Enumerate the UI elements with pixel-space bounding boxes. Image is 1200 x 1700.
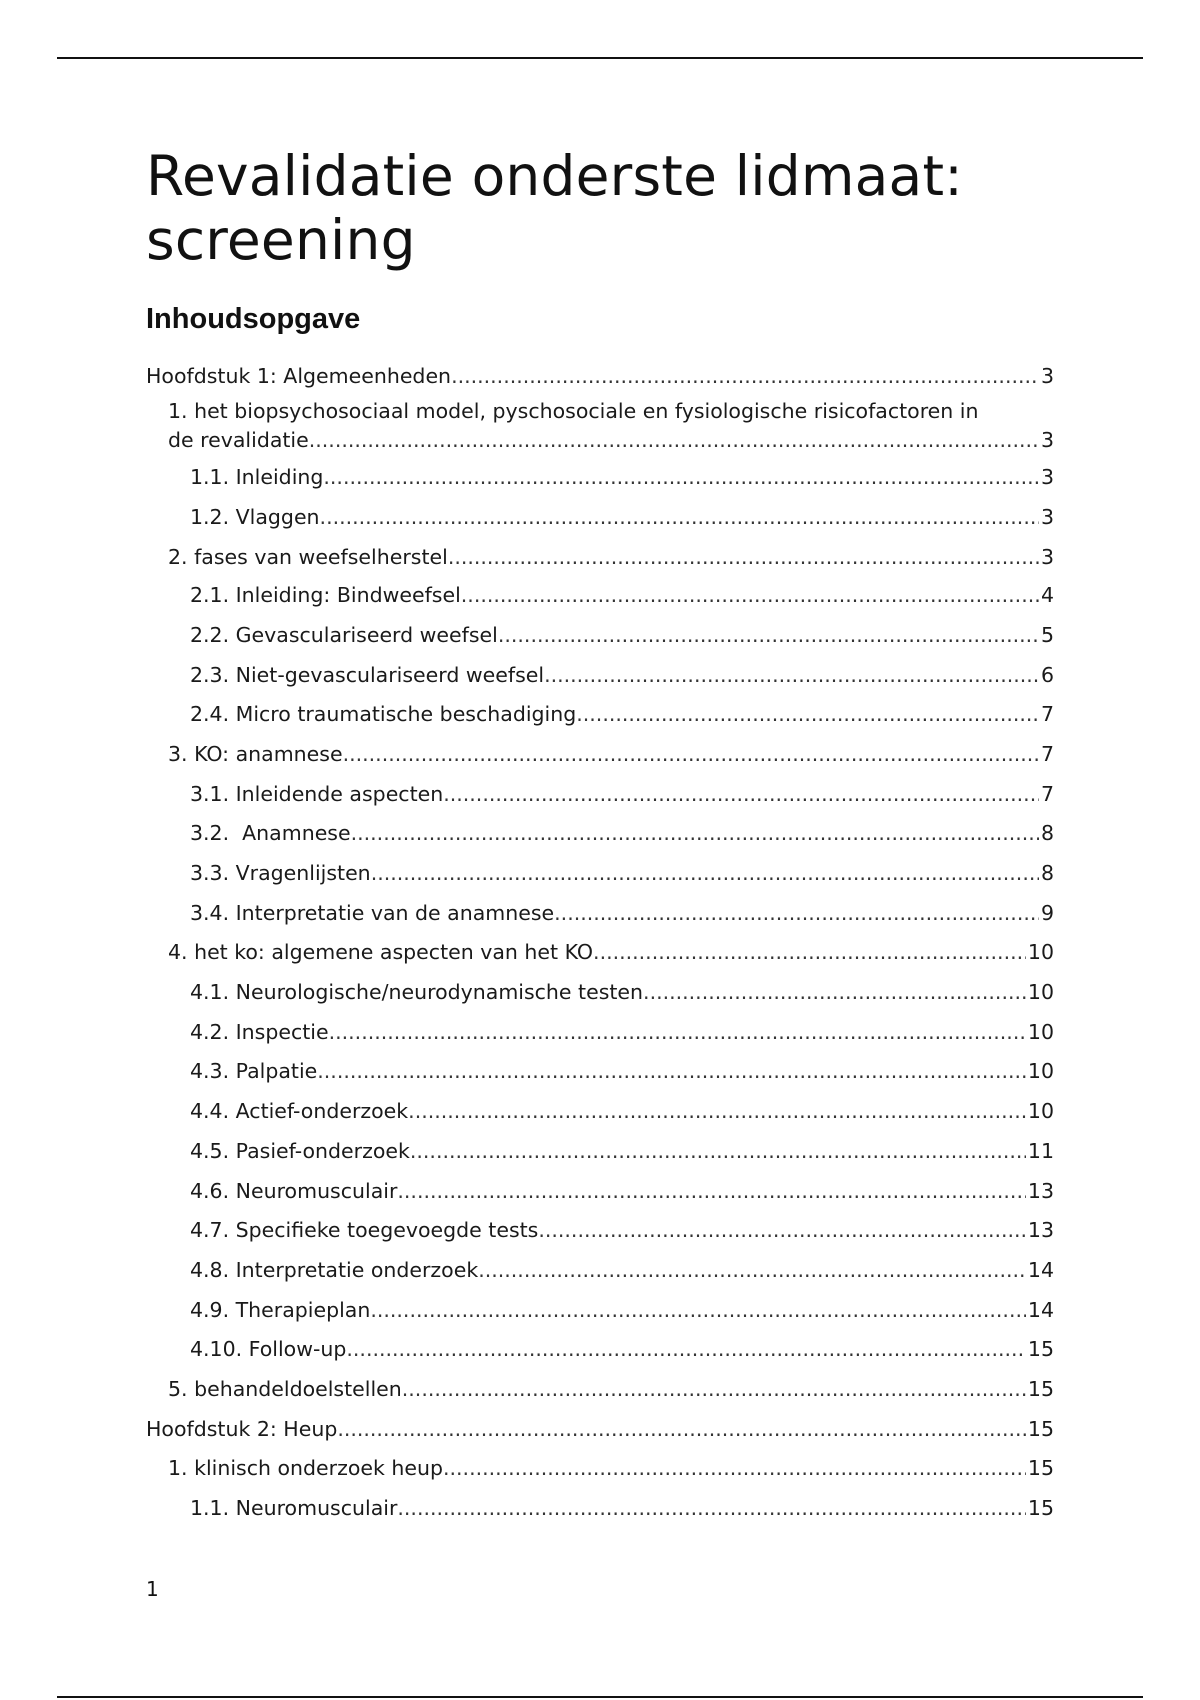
toc-entry-label: 4.10. Follow-up — [190, 1337, 347, 1361]
toc-entry-2-1[interactable] — [146, 572, 1054, 610]
toc-entry-label: 4.6. Neuromusculair — [190, 1179, 398, 1203]
toc-entry-heup-1[interactable] — [146, 1444, 1054, 1483]
toc-entry-page: 15 — [1027, 1377, 1054, 1401]
toc-entry-page: 10 — [1027, 980, 1054, 1004]
toc-entry-4-4[interactable] — [146, 1086, 1054, 1126]
toc-entry-label: 1.2. Vlaggen — [190, 505, 320, 529]
page-number: 1 — [146, 1577, 159, 1601]
toc-entry-label: 4.3. Palpatie — [190, 1059, 318, 1083]
document-title — [146, 144, 1054, 272]
toc-entry-1-1[interactable] — [146, 454, 1054, 492]
toc-entry-label: 4.2. Inspectie — [190, 1020, 329, 1044]
toc-entry-page: 3 — [1040, 545, 1054, 569]
toc-entry-label: 4.1. Neurologische/neurodynamische testen — [190, 980, 644, 1004]
toc-entry-page: 11 — [1027, 1139, 1054, 1163]
toc-heading: Inhoudsopgave — [146, 303, 361, 335]
toc-entry-page: 8 — [1040, 821, 1054, 845]
toc-entry-label: 4.8. Interpretatie onderzoek — [190, 1258, 479, 1282]
toc-entry-page: 7 — [1040, 782, 1054, 806]
header-rule — [57, 57, 1143, 59]
toc-entry-label: 5. behandeldoelstellen — [168, 1377, 402, 1401]
toc-entry-4-2[interactable] — [146, 1007, 1054, 1047]
toc-entry-page: 14 — [1027, 1298, 1054, 1322]
toc-entry-label: 4.4. Actief-onderzoek — [190, 1099, 409, 1123]
toc-entry-page: 6 — [1040, 663, 1054, 687]
toc-entry-label: 2. fases van weefselherstel — [168, 545, 448, 569]
toc-entry-label: 1.1. Inleiding — [190, 465, 324, 489]
toc-entry-label: 3.1. Inleidende aspecten — [190, 782, 444, 806]
toc-entry-page: 3 — [1040, 428, 1054, 452]
toc-entry-3-3[interactable] — [146, 848, 1054, 888]
toc-entry-page: 13 — [1027, 1179, 1054, 1203]
toc-entry-3-2[interactable] — [146, 809, 1054, 848]
toc-entry-label: Hoofdstuk 2: Heup — [146, 1417, 338, 1441]
toc-entry-label: 4.7. Specifieke toegevoegde tests — [190, 1218, 539, 1242]
toc-entry-2-2[interactable] — [146, 610, 1054, 650]
toc-entry-4-5[interactable] — [146, 1126, 1054, 1166]
toc-entry-label-line-1: 1. het biopsychosociaal model, pyschosociale en fysiologische risicofactoren in — [168, 399, 979, 423]
toc-entry-page: 8 — [1040, 861, 1054, 885]
toc-entry-label-line-2: de revalidatie — [168, 428, 309, 452]
toc-entry-page: 10 — [1027, 1020, 1054, 1044]
toc-entry-label: 3.4. Interpretatie van de anamnese — [190, 901, 555, 925]
footer-rule — [57, 1696, 1143, 1698]
document-title-line-1: Revalidatie onderste lidmaat: — [146, 144, 963, 208]
toc-entry-label: 4. het ko: algemene aspecten van het KO — [168, 940, 594, 964]
toc-entry-4[interactable] — [146, 928, 1054, 967]
toc-entry-hoofdstuk-2[interactable] — [146, 1404, 1054, 1444]
document-title-line-2: screening — [146, 208, 416, 272]
toc-entry-page: 15 — [1027, 1456, 1054, 1480]
toc-entry-page: 14 — [1027, 1258, 1054, 1282]
toc-entry-5[interactable] — [146, 1364, 1054, 1404]
toc-entry-label: 2.3. Niet-gevasculariseerd weefsel — [190, 663, 545, 687]
toc-entry-2[interactable] — [146, 532, 1054, 572]
toc-entry-3[interactable] — [146, 729, 1054, 769]
toc-entry-page: 10 — [1027, 940, 1054, 964]
toc-entry-page: 7 — [1040, 702, 1054, 726]
toc-entry-label: 3.3. Vragenlijsten — [190, 861, 371, 885]
toc-entry-4-1[interactable] — [146, 967, 1054, 1007]
toc-entry-1[interactable] — [146, 391, 1054, 454]
toc-entry-4-7[interactable] — [146, 1206, 1054, 1245]
toc-entry-hoofdstuk-1[interactable] — [146, 354, 1054, 391]
toc-entry-4-3[interactable] — [146, 1047, 1054, 1086]
toc-entry-2-4[interactable] — [146, 690, 1054, 729]
toc-entry-2-3[interactable] — [146, 650, 1054, 690]
toc-entry-label: 3.2. Anamnese — [190, 821, 351, 845]
toc-entry-page: 5 — [1040, 623, 1054, 647]
toc-entry-page: 3 — [1040, 505, 1054, 529]
toc-entry-page: 10 — [1027, 1099, 1054, 1123]
toc-entry-4-8[interactable] — [146, 1245, 1054, 1285]
toc-entry-page: 3 — [1040, 465, 1054, 489]
toc-entry-1-2[interactable] — [146, 492, 1054, 532]
toc-entry-page: 4 — [1040, 583, 1054, 607]
toc-entry-label: 3. KO: anamnese — [168, 742, 343, 766]
toc-entry-4-6[interactable] — [146, 1166, 1054, 1206]
toc-entry-page: 7 — [1040, 742, 1054, 766]
toc-entry-page: 10 — [1027, 1059, 1054, 1083]
toc-entry-label: 1.1. Neuromusculair — [190, 1496, 398, 1520]
toc-entry-label: 2.4. Micro traumatische beschadiging — [190, 702, 577, 726]
toc-entry-3-4[interactable] — [146, 888, 1054, 928]
toc-entry-4-9[interactable] — [146, 1285, 1054, 1325]
toc-entry-heup-1-1[interactable] — [146, 1483, 1054, 1523]
toc-entry-page: 13 — [1027, 1218, 1054, 1242]
toc-entry-4-10[interactable] — [146, 1325, 1054, 1364]
toc-entry-label: 2.1. Inleiding: Bindweefsel — [190, 583, 461, 607]
toc-entry-label: 4.9. Therapieplan — [190, 1298, 371, 1322]
toc-entry-3-1[interactable] — [146, 769, 1054, 809]
table-of-contents — [146, 354, 1054, 1523]
toc-entry-label: 2.2. Gevasculariseerd weefsel — [190, 623, 498, 647]
toc-entry-label: 4.5. Pasief-onderzoek — [190, 1139, 410, 1163]
toc-entry-label: 1. klinisch onderzoek heup — [168, 1456, 443, 1480]
toc-entry-page: 3 — [1040, 364, 1054, 388]
toc-entry-page: 15 — [1027, 1337, 1054, 1361]
toc-entry-page: 9 — [1040, 901, 1054, 925]
document-body — [146, 144, 1054, 1520]
toc-entry-label: Hoofdstuk 1: Algemeenheden — [146, 364, 452, 388]
toc-entry-page: 15 — [1027, 1496, 1054, 1520]
toc-entry-page: 15 — [1027, 1417, 1054, 1441]
